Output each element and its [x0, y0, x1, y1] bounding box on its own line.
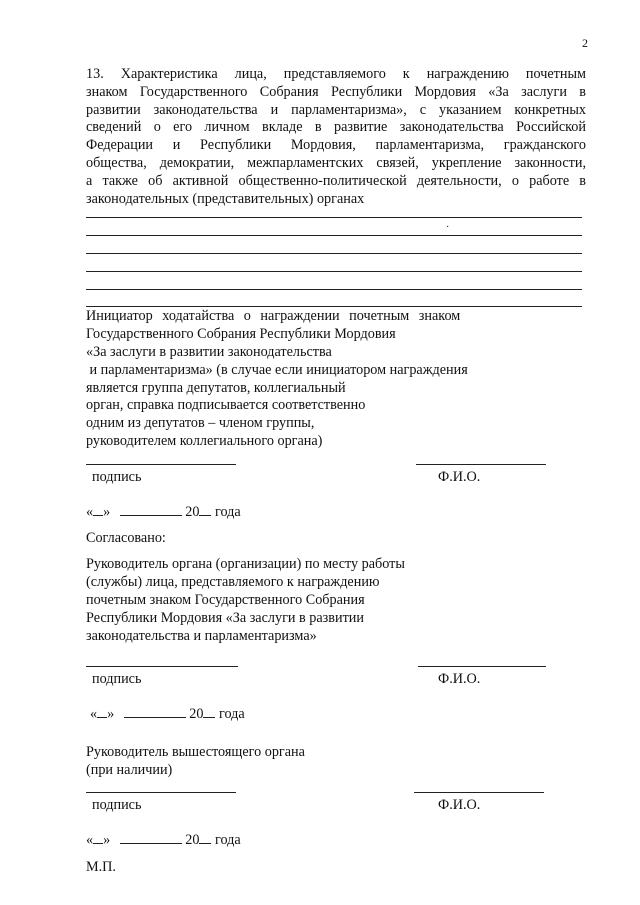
day-blank: [93, 503, 103, 516]
employer-head-line: почетным знаком Государственного Собрания: [86, 591, 365, 608]
fio-label: Ф.И.О.: [438, 469, 481, 485]
year-blank: [199, 831, 211, 844]
month-blank: [120, 503, 182, 516]
superior-head-line: (при наличии): [86, 761, 173, 778]
year-word: года: [215, 504, 241, 520]
employer-head-line: законодательства и парламентаризма»: [86, 627, 317, 644]
initiator-line: одним из депутатов – членом группы,: [86, 415, 315, 432]
answer-line: [86, 306, 582, 307]
employer-head-block: [86, 556, 405, 645]
signature-line: [86, 464, 236, 465]
year-prefix: 20: [185, 504, 200, 520]
section-13-line: 13. Характеристика лица, представляемого к награждению почетным: [86, 66, 586, 82]
initiator-block: [86, 308, 468, 451]
superior-head-line: Руководитель вышестоящего органа: [86, 744, 305, 760]
initiator-line: Государственного Собрания Республики Мордовия: [86, 325, 396, 342]
signature-label: подпись: [92, 797, 142, 813]
fio-line: [416, 464, 546, 465]
fio-label: Ф.И.О.: [438, 671, 481, 687]
close-quote: »: [103, 832, 111, 848]
year-word: года: [215, 832, 241, 848]
section-13-line: развитии законодательства и парламентаризма», с указанием конкретных: [86, 101, 586, 118]
open-quote: «: [90, 706, 98, 722]
employer-head-line: Руководитель органа (организации) по месту работы: [86, 556, 405, 572]
year-word: года: [219, 706, 245, 722]
month-blank: [124, 705, 186, 718]
answer-line: [86, 289, 582, 290]
date-line: [86, 831, 241, 849]
signature-label: подпись: [92, 671, 142, 687]
year-prefix: 20: [189, 706, 204, 722]
initiator-line: руководителем коллегиального органа): [86, 433, 323, 450]
answer-line: [86, 253, 582, 254]
employer-head-line: (службы) лица, представляемого к награждению: [86, 573, 380, 590]
fio-line: [418, 666, 546, 667]
section-13-line: сведений о его личном вкладе в развитие законодательства Российской: [86, 119, 586, 136]
month-blank: [120, 831, 182, 844]
superior-head-block: [86, 744, 305, 780]
page-number: 2: [582, 36, 588, 50]
section-13-line: общества, демократии, межпарламентских связей, укрепление законности,: [86, 154, 586, 171]
stray-mark: ·: [446, 222, 450, 233]
section-13-paragraph: [86, 66, 586, 208]
section-13-line: законодательных (представительных) органах: [86, 190, 365, 207]
year-prefix: 20: [185, 832, 200, 848]
date-line: [90, 705, 245, 723]
signature-line: [86, 666, 238, 667]
year-blank: [199, 503, 211, 516]
signature-line: [86, 792, 236, 793]
section-13-line: Федерации и Республики Мордовия, парламентаризма, гражданского: [86, 137, 586, 154]
fio-line: [414, 792, 544, 793]
employer-head-line: Республики Мордовия «За заслуги в развитии: [86, 609, 364, 626]
initiator-line: орган, справка подписывается соответственно: [86, 397, 366, 414]
year-blank: [203, 705, 215, 718]
initiator-line: Инициатор ходатайства о награждении почетным знаком: [86, 308, 461, 324]
answer-line: [86, 235, 582, 236]
stamp-label: М.П.: [86, 859, 116, 875]
open-quote: «: [86, 504, 94, 520]
initiator-line: «За заслуги в развитии законодательства: [86, 343, 332, 360]
answer-line: [86, 217, 582, 218]
close-quote: »: [103, 504, 111, 520]
signature-label: подпись: [92, 469, 142, 485]
date-line: [86, 503, 241, 521]
section-13-line: а также об активной общественно-политической деятельности, о работе в: [86, 172, 586, 189]
initiator-line: и парламентаризма» (в случае если инициатором награждения: [86, 361, 468, 378]
day-blank: [97, 705, 107, 718]
agreed-label: Согласовано:: [86, 530, 166, 546]
answer-line: [86, 271, 582, 272]
day-blank: [93, 831, 103, 844]
initiator-line: является группа депутатов, коллегиальный: [86, 379, 346, 396]
open-quote: «: [86, 832, 94, 848]
section-13-line: знаком Государственного Собрания Республики Мордовия «За заслуги в: [86, 83, 586, 100]
fio-label: Ф.И.О.: [438, 797, 481, 813]
close-quote: »: [107, 706, 115, 722]
